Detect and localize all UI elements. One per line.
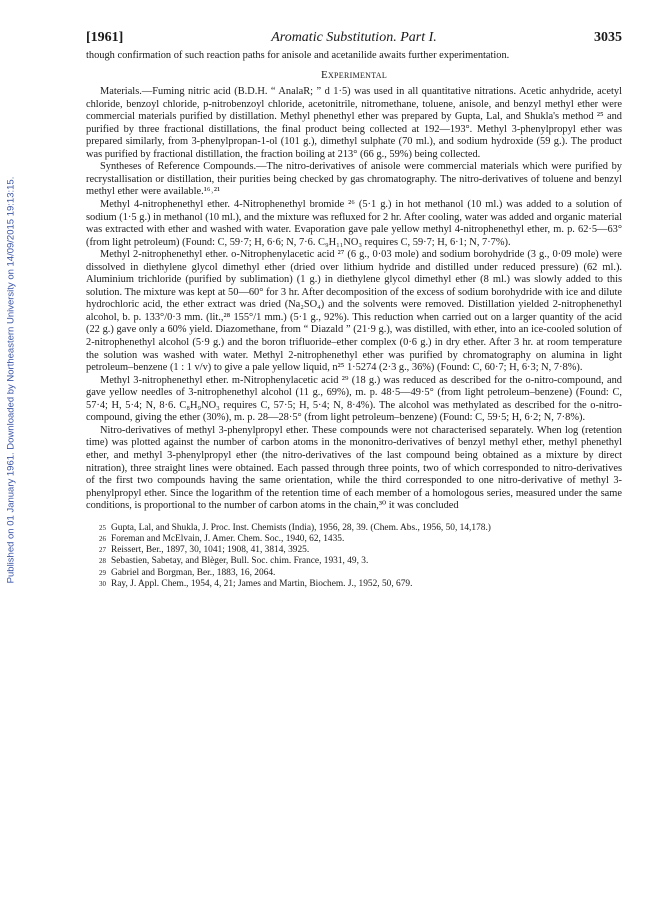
paragraph-syntheses: Syntheses of Reference Compounds.—The nitro-derivatives of anisole were commercial materials which were purified by recrystallisation or distillation, their purities being checked by gas chromatography. The nitro-derivatives of toluene and benzyl methyl ether were available.¹⁶˒²¹ xyxy=(86,161,622,198)
reference-item xyxy=(86,579,622,590)
reference-number: 28 xyxy=(99,557,106,566)
article-body xyxy=(86,50,622,513)
reference-item xyxy=(86,545,622,556)
reference-item xyxy=(86,523,622,534)
reference-item xyxy=(86,568,622,579)
references-list xyxy=(86,523,622,590)
reference-number: 29 xyxy=(99,568,106,577)
paragraph-2-nitrophenethyl: Methyl 2-nitrophenethyl ether. o-Nitrophenylacetic acid ²⁷ (6 g., 0·03 mole) and sodium borohydride (3 g., 0·09 mole) were dissolved in diethylene glycol dimethyl ether (dried over lithium hydride and distilled under reduced pressure) (62 ml.). Aluminium trichloride (purified by sublimation) (1 g.) in diethylene glycol dimethyl ether (8 ml.) was slowly added to this solution. The mixture was kept at 50—60° for 3 hr. After decomposition of the excess of sodium borohydride with ice and dilute hydrochloric acid, the ether extract was dried (Na₂SO₄) and the solvents were removed. Distillation yielded 2-nitrophenethyl alcohol, b. p. 133°/0·3 mm. (lit.,²⁸ 155°/1 mm.) (5·1 g., 92%). This reduction when carried out on a larger quantity of the acid (22 g.) gave only a 60% yield. Diazomethane, from “ Diazald ” (21·9 g.), was distilled, with ether, into an ice-cooled solution of 2-nitrophenethyl alcohol (5·9 g.) and the boron trifluoride–ether complex (0·6 g.) in dry ether. After 3 hr. at room temperature the solution was washed with water. Methyl 2-nitrophenethyl ether was purified by chromatography on alumina in light petroleum–benzene (1 : 1 v/v) to give a pale yellow liquid, n²⁵ 1·5274 (2·3 g., 36%) (Found: C, 60·7; H, 6·3; N, 7·8%). xyxy=(86,249,622,374)
reference-number: 30 xyxy=(99,579,106,588)
running-head xyxy=(86,30,622,50)
reference-text: Ray, J. Appl. Chem., 1954, 4, 21; James and Martin, Biochem. J., 1952, 50, 679. xyxy=(111,578,413,589)
reference-item xyxy=(86,534,622,545)
reference-text: Gupta, Lal, and Shukla, J. Proc. Inst. Chemists (India), 1956, 28, 39. (Chem. Abs., 1956, 50, 14,178.) xyxy=(111,522,491,533)
page-number: 3035 xyxy=(594,30,622,45)
download-watermark xyxy=(2,150,20,610)
reference-text: Sebastien, Sabetay, and Blèger, Bull. Soc. chim. France, 1931, 49, 3. xyxy=(111,556,369,567)
intro-paragraph: though confirmation of such reaction paths for anisole and acetanilide awaits further experimentation. xyxy=(86,50,510,61)
reference-number: 25 xyxy=(99,523,106,532)
reference-number: 27 xyxy=(99,546,106,555)
section-heading: Experimental xyxy=(320,68,388,81)
reference-number: 26 xyxy=(99,534,106,543)
reference-item xyxy=(86,556,622,567)
paragraph-3-nitrophenethyl: Methyl 3-nitrophenethyl ether. m-Nitrophenylacetic acid ²⁹ (18 g.) was reduced as described for the o-nitro-compound, and gave yellow needles of 3-nitrophenethyl alcohol (11 g., 69%), m. p. 48·5—49·5° (from light petroleum–benzene) (Found: C, 57·4; H, 5·4; N, 8·6. C₈H₉NO₃ requires C, 57·5; H, 5·4; N, 8·4%). The alcohol was methylated as described for the o-nitro-compound, giving the ether (30%), m. p. 28—28·5° (from light petroleum–benzene) (Found: C, 59·5; H, 6·2; N, 7·8%). xyxy=(86,374,622,424)
paragraph-4-nitrophenethyl: Methyl 4-nitrophenethyl ether. 4-Nitrophenethyl bromide ²⁶ (5·1 g.) in hot methanol (10 ml.) was added to a solution of sodium (1·5 g.) in methanol (10 ml.), and the mixture was refluxed for 2 hr. After cooling, water was added and organic material was extracted with ether and washed with water. Evaporation gave pale yellow methyl 4-nitrophenethyl ether, m. p. 62·5—63° (from light petroleum) (Found: C, 59·7; H, 6·6; N, 7·6. C₉H₁₁NO₃ requires C, 59·7; H, 6·1; N, 7·7%). xyxy=(86,199,622,248)
reference-text: Foreman and McElvain, J. Amer. Chem. Soc., 1940, 62, 1435. xyxy=(111,533,345,544)
year-label: [1961] xyxy=(86,30,124,45)
reference-text: Reissert, Ber., 1897, 30, 1041; 1908, 41, 3814, 3925. xyxy=(111,545,310,556)
paragraph-nitro-derivatives: Nitro-derivatives of methyl 3-phenylpropyl ether. These compounds were not characterised separately. When log (retention time) was plotted against the number of carbon atoms in the mononitro-derivatives of benzyl methyl ether, methyl phenethyl ether, and methyl 3-phenylpropyl ether (the nitro-derivatives of the last compound being obtained as a mixture by direct nitration), three straight lines were obtained. Each passed through three points, two of which corresponded to nitro-derivatives of the first two compounds having the same orientation, while the third corresponded to one nitro-derivative of methyl 3-phenylpropyl ether. Since the logarithm of the retention time of each member of a homologous series, measured under the same conditions, is proportional to the number of carbon atoms in the chain,³⁰ it was concluded xyxy=(86,424,622,512)
paragraph-materials: Materials.—Fuming nitric acid (B.D.H. “ AnalaR; ” d 1·5) was used in all quantitative nitrations. Acetic anhydride, acetyl chloride, benzoyl chloride, p-nitrobenzoyl chloride, acetonitrile, nitromethane, toluene, anisole, and benzyl methyl ether were commercial materials purified by distillation. Methyl phenethyl ether was prepared by Gupta, Lal, and Shukla's method ²⁵ and purified by three fractional distillations, the final product being collected at 192—193°. Methyl 3-phenylpropyl ether was prepared similarly, from 3-phenylpropan-1-ol (101 g.), dimethyl sulphate (70 ml.), and sodium hydroxide (59 g.). The product was purified by fractional distillation, the fraction boiling at 213° (66 g., 59%) being collected. xyxy=(86,86,622,160)
download-watermark-text: Published on 01 January 1961. Downloaded by Northeastern University on 14/09/2015 19:13:15. xyxy=(5,176,17,584)
reference-text: Gabriel and Borgman, Ber., 1883, 16, 2064. xyxy=(111,567,276,578)
running-title: Aromatic Substitution. Part I. xyxy=(271,30,437,45)
journal-page xyxy=(86,30,622,590)
